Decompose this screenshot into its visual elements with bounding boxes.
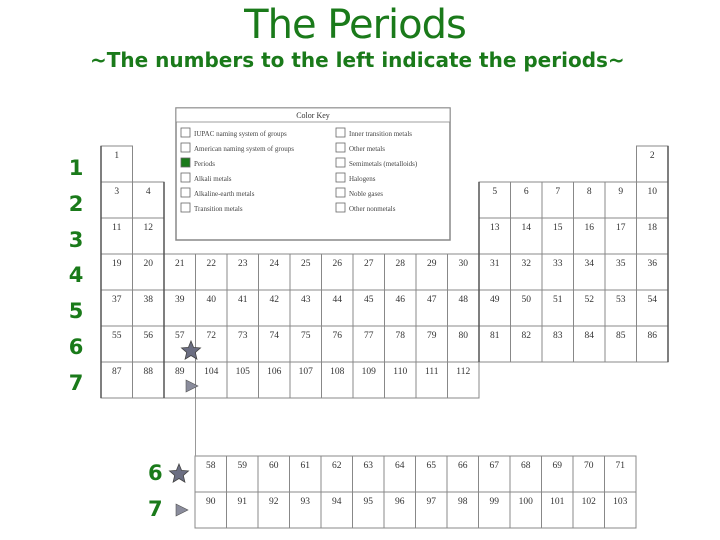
element-cell-number: 111 [424,367,439,377]
element-cell-number: 75 [301,331,311,341]
lanthanide-cell-number: 59 [237,461,247,471]
lanthanide-cell-number: 71 [615,461,625,471]
key-swatch [181,158,190,167]
period-label-3: 3 [68,228,84,252]
element-cell-number: 12 [143,223,153,233]
element-cell-number: 37 [112,295,122,305]
element-cell-number: 108 [330,367,345,377]
lanthanide-cell-number: 64 [395,461,405,471]
key-label: Noble gases [349,190,384,198]
element-cell-number: 21 [175,259,185,269]
element-cell-number: 28 [395,259,405,269]
key-label: Inner transition metals [349,130,412,138]
element-cell-number: 38 [143,295,153,305]
element-cell-number: 24 [269,259,279,269]
period-label-6: 6 [68,335,84,359]
element-cell-number: 19 [112,259,122,269]
lanthanide-cell-number: 63 [363,461,373,471]
lanthanide-cell-number: 69 [552,461,562,471]
element-cell-number: 42 [269,295,279,305]
key-label: Transition metals [194,205,243,213]
key-label: Halogens [349,175,376,183]
key-label: Periods [194,160,215,168]
actinide-cell-number: 90 [206,497,216,507]
period-label-1: 1 [68,156,84,180]
key-swatch [181,143,190,152]
element-cell-number: 104 [204,367,219,377]
lanthanide-cell-number: 58 [206,461,216,471]
actinide-cell-number: 101 [550,497,565,507]
element-cell-number: 43 [301,295,311,305]
key-label: Alkali metals [194,175,232,183]
actinide-cell-number: 97 [426,497,436,507]
element-cell-number: 81 [490,331,500,341]
element-cell-number: 40 [206,295,216,305]
key-swatch [181,128,190,137]
element-cell-number: 26 [332,259,342,269]
lanthanide-cell-number: 67 [489,461,499,471]
lanthanide-cell-number: 62 [332,461,342,471]
element-cell-number: 29 [427,259,437,269]
period-label-2: 2 [68,192,84,216]
key-swatch [336,173,345,182]
element-cell-number: 82 [521,331,531,341]
element-cell-number: 76 [332,331,342,341]
element-cell-number: 55 [112,331,122,341]
actinide-cell-number: 93 [300,497,310,507]
element-cell-number: 74 [269,331,279,341]
element-cell-number: 32 [521,259,531,269]
element-cell-number: 84 [584,331,594,341]
lanthanide-cell-number: 61 [300,461,310,471]
color-key-box [176,108,450,240]
element-cell-number: 39 [175,295,185,305]
element-cell-number: 4 [145,187,151,197]
element-cell-number: 89 [175,367,185,377]
actinide-cell-number: 100 [518,497,533,507]
element-cell-number: 79 [427,331,437,341]
element-cell-number: 9 [618,187,624,197]
element-cell-number: 106 [267,367,282,377]
element-cell-number: 49 [490,295,500,305]
element-cell-number: 73 [238,331,248,341]
lanthanide-cell-number: 65 [426,461,436,471]
key-swatch [336,143,345,152]
element-cell-number: 20 [143,259,153,269]
element-cell-number: 16 [584,223,594,233]
key-swatch [336,203,345,212]
element-cell-number: 107 [298,367,313,377]
key-label: Semimetals (metalloids) [349,160,418,168]
element-cell-number: 45 [364,295,374,305]
element-cell-number: 25 [301,259,311,269]
element-cell-number: 87 [112,367,122,377]
lanthanide-row-star-icon [170,464,189,482]
key-label: Alkaline-earth metals [194,190,255,198]
actinide-cell-number: 103 [613,497,628,507]
page-title: The Periods [244,2,466,48]
element-cell-number: 33 [553,259,563,269]
element-cell-number: 86 [647,331,657,341]
element-cell-number: 35 [616,259,626,269]
page-subtitle: ~The numbers to the left indicate the periods~ [90,48,625,72]
element-cell-number: 46 [395,295,405,305]
element-cell-number: 41 [238,295,248,305]
element-cell-number: 11 [112,223,122,233]
element-cell-number: 77 [364,331,374,341]
element-cell-number: 57 [175,331,185,341]
element-cell-number: 80 [458,331,468,341]
element-cell-number: 8 [586,187,592,197]
element-cell-number: 15 [553,223,563,233]
color-key-title: Color Key [296,111,330,120]
element-cell-number: 51 [553,295,563,305]
element-cell-number: 31 [490,259,500,269]
key-swatch [181,188,190,197]
element-cell-number: 56 [143,331,153,341]
element-cell-number: 72 [206,331,216,341]
period-label-7: 7 [68,371,84,395]
period-label-4: 4 [68,263,84,287]
element-cell-number: 110 [393,367,408,377]
element-cell-number: 44 [332,295,342,305]
element-cell-number: 88 [143,367,153,377]
element-cell-number: 30 [458,259,468,269]
key-label: American naming system of groups [194,145,294,153]
element-cell-number: 34 [584,259,594,269]
actinide-cell-number: 91 [237,497,247,507]
key-label: Other nonmetals [349,205,396,213]
element-cell-number: 78 [395,331,405,341]
actinide-row-arrow-icon [176,504,188,516]
element-cell-number: 47 [427,295,437,305]
element-cell-number: 23 [238,259,248,269]
actinide-cell-number: 94 [332,497,342,507]
element-cell-number: 105 [235,367,250,377]
lanthanide-cell-number: 66 [458,461,468,471]
element-cell-number: 22 [206,259,216,269]
element-cell-number: 1 [114,151,120,161]
element-cell-number: 52 [584,295,594,305]
element-cell-number: 14 [521,223,531,233]
element-cell-number: 83 [553,331,563,341]
lanthanide-cell-number: 70 [584,461,594,471]
actinide-cell-number: 99 [489,497,499,507]
period-label-5: 5 [68,299,84,323]
key-swatch [181,203,190,212]
key-label: Other metals [349,145,385,153]
key-swatch [336,158,345,167]
key-swatch [336,188,345,197]
element-cell-number: 27 [364,259,374,269]
element-cell-number: 5 [492,187,498,197]
element-cell-number: 109 [361,367,376,377]
element-cell-number: 48 [458,295,468,305]
element-cell-number: 7 [555,187,561,197]
element-cell-number: 6 [523,187,529,197]
actinide-cell-number: 92 [269,497,279,507]
lanthanide-cell-number: 68 [521,461,531,471]
actinide-cell-number: 95 [363,497,373,507]
element-cell-number: 13 [490,223,500,233]
element-cell-number: 112 [456,367,471,377]
actinide-cell-number: 96 [395,497,405,507]
actinide-cell-number: 102 [581,497,596,507]
key-label: IUPAC naming system of groups [194,130,287,138]
element-cell-number: 10 [647,187,657,197]
actinide-period-label: 7 [148,497,163,521]
lanthanide-period-label: 6 [148,461,163,485]
key-swatch [336,128,345,137]
actinide-cell-number: 98 [458,497,468,507]
element-cell-number: 54 [647,295,657,305]
element-cell-number: 36 [647,259,657,269]
key-swatch [181,173,190,182]
lanthanide-cell-number: 60 [269,461,279,471]
element-cell-number: 85 [616,331,626,341]
element-cell-number: 50 [521,295,531,305]
element-cell-number: 18 [647,223,657,233]
element-cell-number: 17 [616,223,626,233]
element-cell-number: 53 [616,295,626,305]
element-cell-number: 3 [114,187,120,197]
element-cell-number: 2 [649,151,655,161]
